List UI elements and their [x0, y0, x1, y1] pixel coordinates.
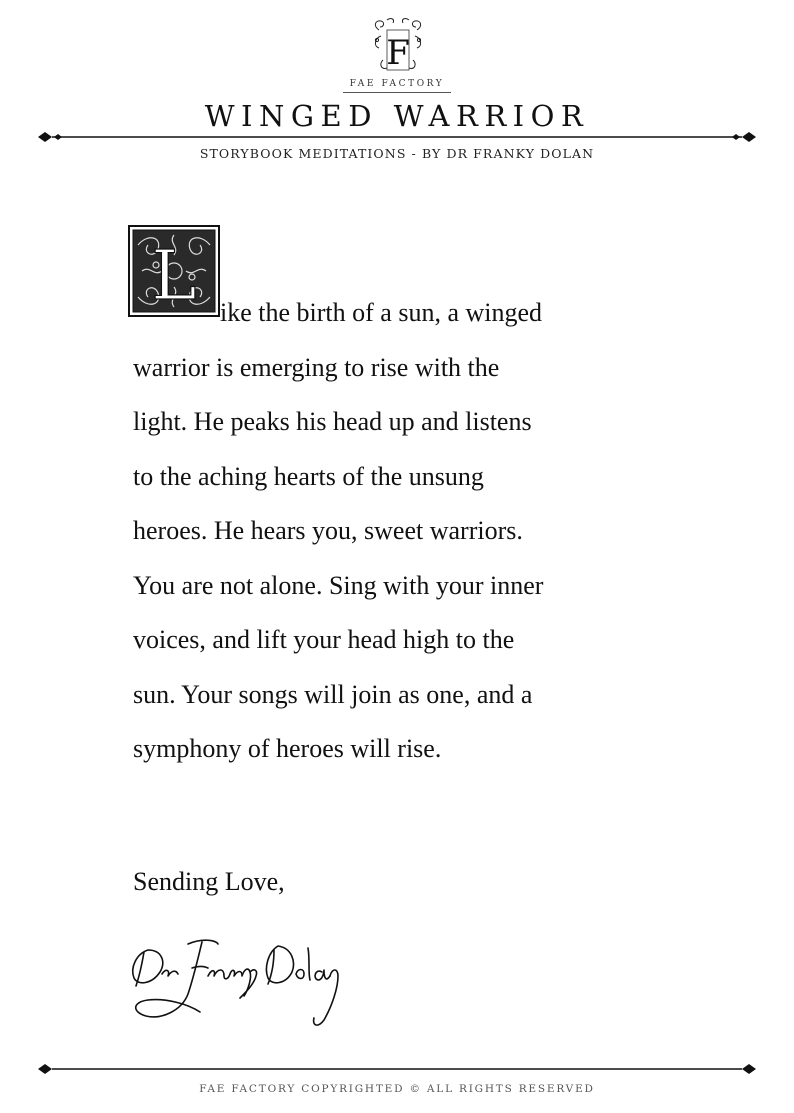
handwritten-signature — [118, 928, 354, 1034]
fae-factory-logo — [369, 16, 427, 76]
story-line: to the aching hearts of the unsung — [133, 461, 484, 491]
page-title: WINGED WARRIOR — [204, 99, 590, 133]
story-text — [133, 286, 693, 777]
story-line: warrior is emerging to rise with the — [133, 352, 500, 382]
story-line: sun. Your songs will join as one, and a — [133, 679, 533, 709]
story-line: symphony of heroes will rise. — [133, 734, 442, 763]
story-line: heroes. He hears you, sweet warriors. — [133, 516, 523, 545]
story-line: You are not alone. Sing with your inner — [133, 570, 544, 600]
ornamental-divider-top — [38, 131, 756, 143]
ornamental-divider-bottom — [38, 1063, 756, 1075]
closing-salutation: Sending Love, — [133, 867, 285, 896]
brand-name: FAE FACTORY — [349, 79, 445, 89]
story-line: voices, and lift your head high to the — [133, 625, 515, 654]
brand-underline — [343, 92, 451, 93]
copyright-notice: FAE FACTORY COPYRIGHTED © ALL RIGHTS RESERVED — [199, 1083, 595, 1095]
page-subtitle: STORYBOOK MEDITATIONS - BY DR FRANKY DOLAN — [199, 146, 595, 161]
dropcap-letter: L — [151, 237, 197, 316]
story-line: light. He peaks his head up and listens — [133, 407, 532, 436]
logo-monogram: F — [386, 33, 410, 73]
story-line: ike the birth of a sun, a winged — [220, 298, 543, 327]
